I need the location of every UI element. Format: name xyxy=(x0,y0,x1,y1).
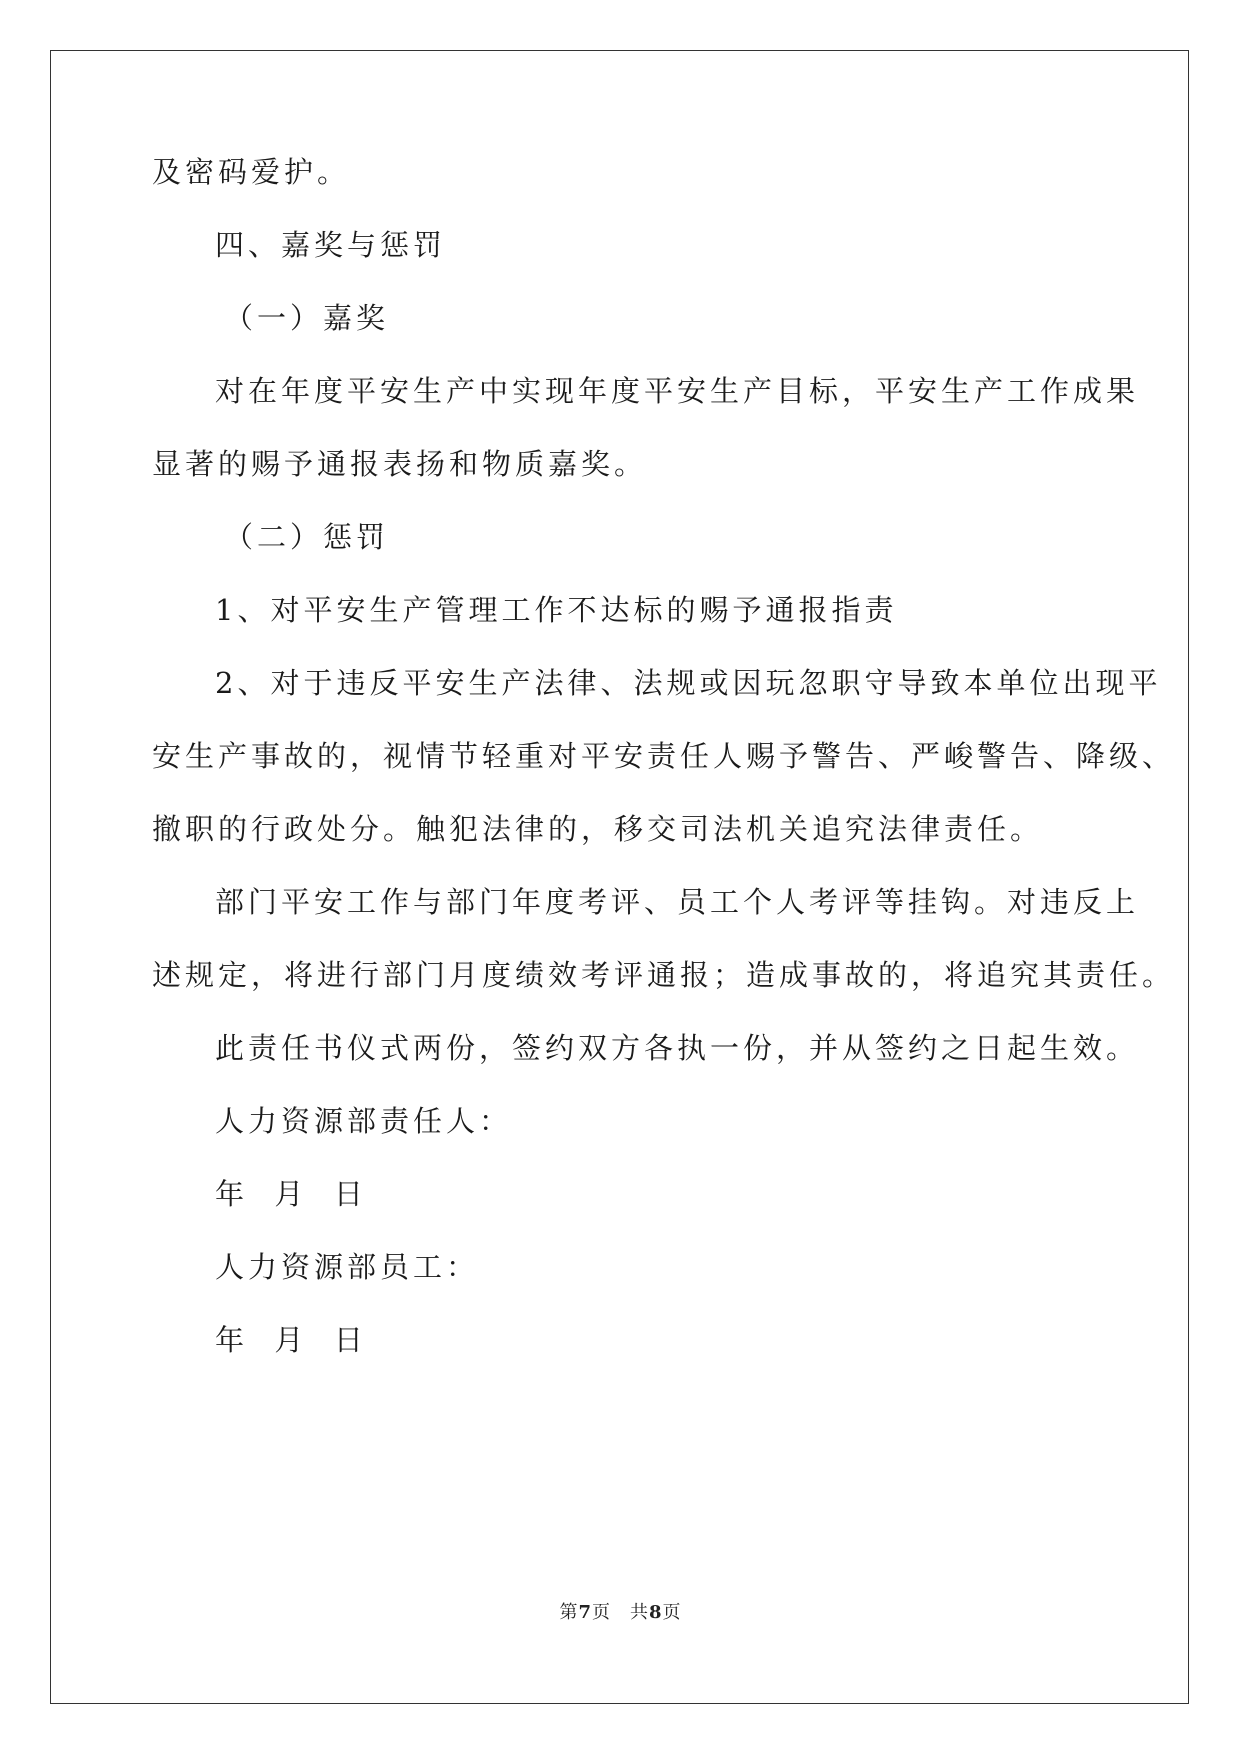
section-heading: 四、嘉奖与惩罚 xyxy=(215,228,447,262)
paragraph-line: 显著的赐予通报表扬和物质嘉奖。 xyxy=(152,447,648,481)
signature-label: 人力资源部员工： xyxy=(215,1250,480,1284)
date-line: 年 月 日 xyxy=(215,1323,367,1357)
document-body xyxy=(152,0,1176,1754)
page-mid: 页 共 xyxy=(592,1602,649,1623)
subsection-heading: （二）惩罚 xyxy=(224,520,390,554)
list-item: 1、对平安生产管理工作不达标的赐予通报指责 xyxy=(215,593,898,627)
page-number-footer xyxy=(0,1601,1241,1625)
page-prefix: 第 xyxy=(559,1602,579,1623)
date-line: 年 月 日 xyxy=(215,1177,367,1211)
paragraph-line: 安生产事故的，视情节轻重对平安责任人赐予警告、严峻警告、降级、 xyxy=(152,739,1176,773)
paragraph-line: 及密码爱护。 xyxy=(152,155,351,189)
current-page-number: 7 xyxy=(578,1602,592,1623)
paragraph-line: 对在年度平安生产中实现年度平安生产目标，平安生产工作成果 xyxy=(215,374,1140,408)
page-suffix: 页 xyxy=(662,1602,682,1623)
paragraph-line: 此责任书仪式两份，签约双方各执一份，并从签约之日起生效。 xyxy=(215,1031,1140,1065)
list-item: 2、对于违反平安生产法律、法规或因玩忽职守导致本单位出现平 xyxy=(215,666,1162,700)
paragraph-line: 部门平安工作与部门年度考评、员工个人考评等挂钩。对违反上 xyxy=(215,885,1140,919)
paragraph-line: 撤职的行政处分。触犯法律的，移交司法机关追究法律责任。 xyxy=(152,812,1044,846)
total-page-number: 8 xyxy=(649,1602,663,1623)
paragraph-line: 述规定，将进行部门月度绩效考评通报；造成事故的，将追究其责任。 xyxy=(152,958,1176,992)
subsection-heading: （一）嘉奖 xyxy=(224,301,390,335)
signature-label: 人力资源部责任人： xyxy=(215,1104,513,1138)
